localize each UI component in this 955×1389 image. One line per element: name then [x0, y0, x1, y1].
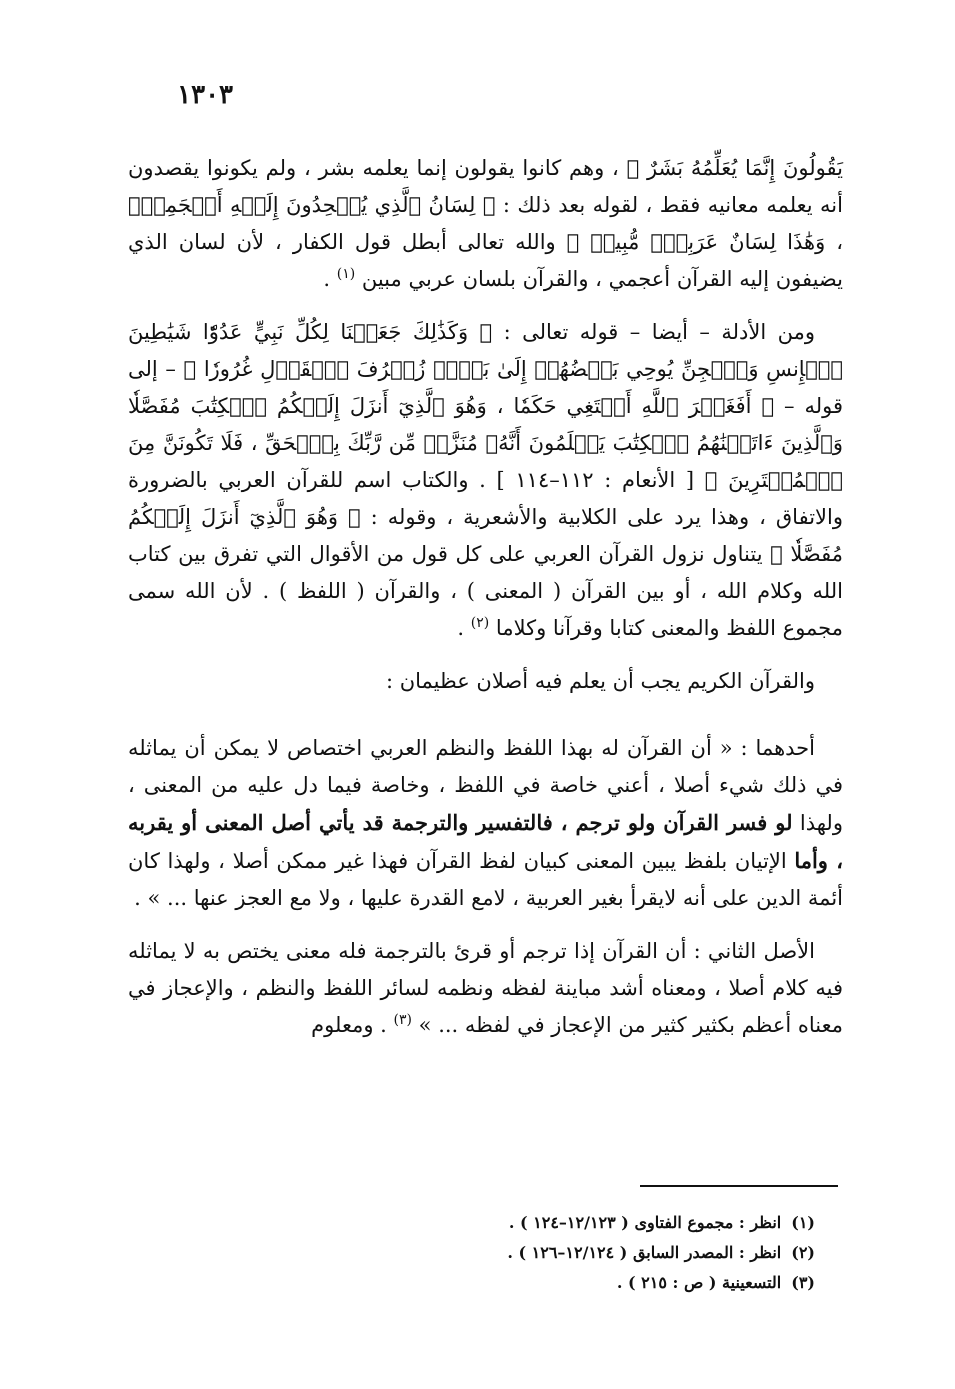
page-content — [128, 80, 843, 1060]
paragraph-text: الأصل الثاني : أن القرآن إذا ترجم أو قرئ بالترجمة فله معنى يختص به لا يماثله فيه كلام أصلا ، ومعناه أشد مباينة لفظه ونظمه لسائر اللفظ والنظم ، والإعجاز في معناه أعظم بكثير كثير من الإعجاز في لفظه ... » — [128, 939, 843, 1037]
footnote-text: انظر : المصدر السابق ( ١٢/١٢٤–١٢٦ ) . — [507, 1243, 782, 1262]
paragraph-5 — [128, 933, 843, 1044]
paragraph-bold-text: لو فسر القرآن ولو ترجم ، فالتفسير والترجمة قد يأتي أصل المعنى أو يقربه ، وأما — [128, 810, 843, 873]
footnote-text: انظر : مجموع الفتاوى ( ١٢/١٢٣–١٢٤ ) . — [508, 1213, 782, 1232]
paragraph-text: ومن الأدلة – أيضا – قوله تعالى : ﴿ وَكَذَٰلِكَ جَعَلۡنَا لِكُلِّ نَبِيٍّ عَدُوّٗا شَيَٰطِينَ ٱلۡإِنسِ وَٱلۡجِنِّ يُوحِي بَعۡضُهُمۡ إِلَىٰ بَعۡضٖ زُخۡرُفَ ٱلۡقَوۡلِ غُرُورٗا ﴾ – إلى قوله – ﴿ أَفَغَيۡرَ ٱللَّهِ أَبۡتَغِي حَكَمٗا ، وَهُوَ ٱلَّذِيٓ أَنزَلَ إِلَيۡكُمُ ٱلۡكِتَٰبَ مُفَصَّلٗا وَٱلَّذِينَ ءَاتَيۡنَٰهُمُ ٱلۡكِتَٰبَ يَعۡلَمُونَ أَنَّهُۥ مُنَزَّلٞ مِّن رَّبِّكَ بِٱلۡحَقِّ ، فَلَا تَكُونَنَّ مِنَ ٱلۡمُمۡتَرِينَ ﴾ [ الأنعام : ١١٢–١١٤ ] . والكتاب اسم للقرآن العربي بالضرورة والاتفاق ، وهذا يرد على الكلابية والأشعرية ، وقوله : ﴿ وَهُوَ ٱلَّذِيٓ أَنزَلَ إِلَيۡكُمُ مُفَصَّلٗا ﴾ يتناول نزول القرآن العربي على كل قول من الأقوال التي تفرق بين كتاب الله وكلام الله ، أو بين القرآن ( المعنى ) ، والقرآن ( اللفظ ) . لأن الله سمى مجموع اللفظ والمعنى كتابا وقرآنا وكلاما — [128, 320, 843, 640]
footnote-2 — [295, 1238, 815, 1268]
paragraph-text: . — [323, 267, 337, 291]
footnote-number: (٣) — [791, 1273, 815, 1292]
main-text — [128, 150, 843, 1044]
paragraph-text: . ومعلوم — [311, 1013, 394, 1037]
paragraph-text: أحدهما : « أن القرآن له بهذا اللفظ والنظم العربي اختصاص لا يمكن أن يماثله في ذلك شيء أصلا ، أعني خاصة في اللفظ ، وخاصة فيما دل عليه من المعنى ، ولهذا — [128, 736, 843, 835]
paragraph-2 — [128, 314, 843, 647]
footnote-number: (٢) — [791, 1243, 815, 1262]
footnote-number: (١) — [791, 1213, 815, 1232]
footnote-separator — [640, 1185, 838, 1187]
footnote-3 — [295, 1268, 815, 1298]
paragraph-text: . — [457, 616, 471, 640]
paragraph-4 — [128, 730, 843, 917]
footnote-ref-1: (١) — [336, 266, 356, 282]
paragraph-text: والقرآن الكريم يجب أن يعلم فيه أصلان عظيمان : — [385, 669, 815, 693]
footnotes — [295, 1208, 815, 1298]
paragraph-text: الإتيان بلفظ يبين المعنى كبيان لفظ القرآن فهذا غير ممكن أصلا ، ولهذا كان أئمة الدين على أنه لايقرأ بغير العربية ، لامع القدرة عليها ، ولا مع العجز عنها ... » . — [128, 849, 843, 910]
footnote-ref-3: (٣) — [393, 1012, 412, 1028]
page-number: ١٣٠٣ — [177, 80, 233, 110]
footnote-1 — [295, 1208, 815, 1238]
footnote-text: التسعينية ( ص : ٢١٥ ) . — [616, 1273, 782, 1292]
paragraph-text: يَقُولُونَ إِنَّمَا يُعَلِّمُهُ بَشَرٌ ﴾ ، وهم كانوا يقولون إنما يعلمه بشر ، ولم يكونوا يقصدون أنه يعلمه معانيه فقط ، لقوله بعد ذلك : ﴿ لِسَانُ ٱلَّذِي يُلۡحِدُونَ إِلَيۡهِ أَعۡجَمِيّٞ ، وَهَٰذَا لِسَانٌ عَرَبِيّٞ مُّبِينٞ ﴾ والله تعالى أبطل قول الكفار ، لأن لسان الذي يضيفون إليه القرآن أعجمي ، والقرآن بلسان عربي مبين — [128, 156, 843, 291]
paragraph-3 — [128, 663, 843, 700]
footnote-ref-2: (٢) — [470, 615, 490, 631]
paragraph-1 — [128, 150, 843, 298]
